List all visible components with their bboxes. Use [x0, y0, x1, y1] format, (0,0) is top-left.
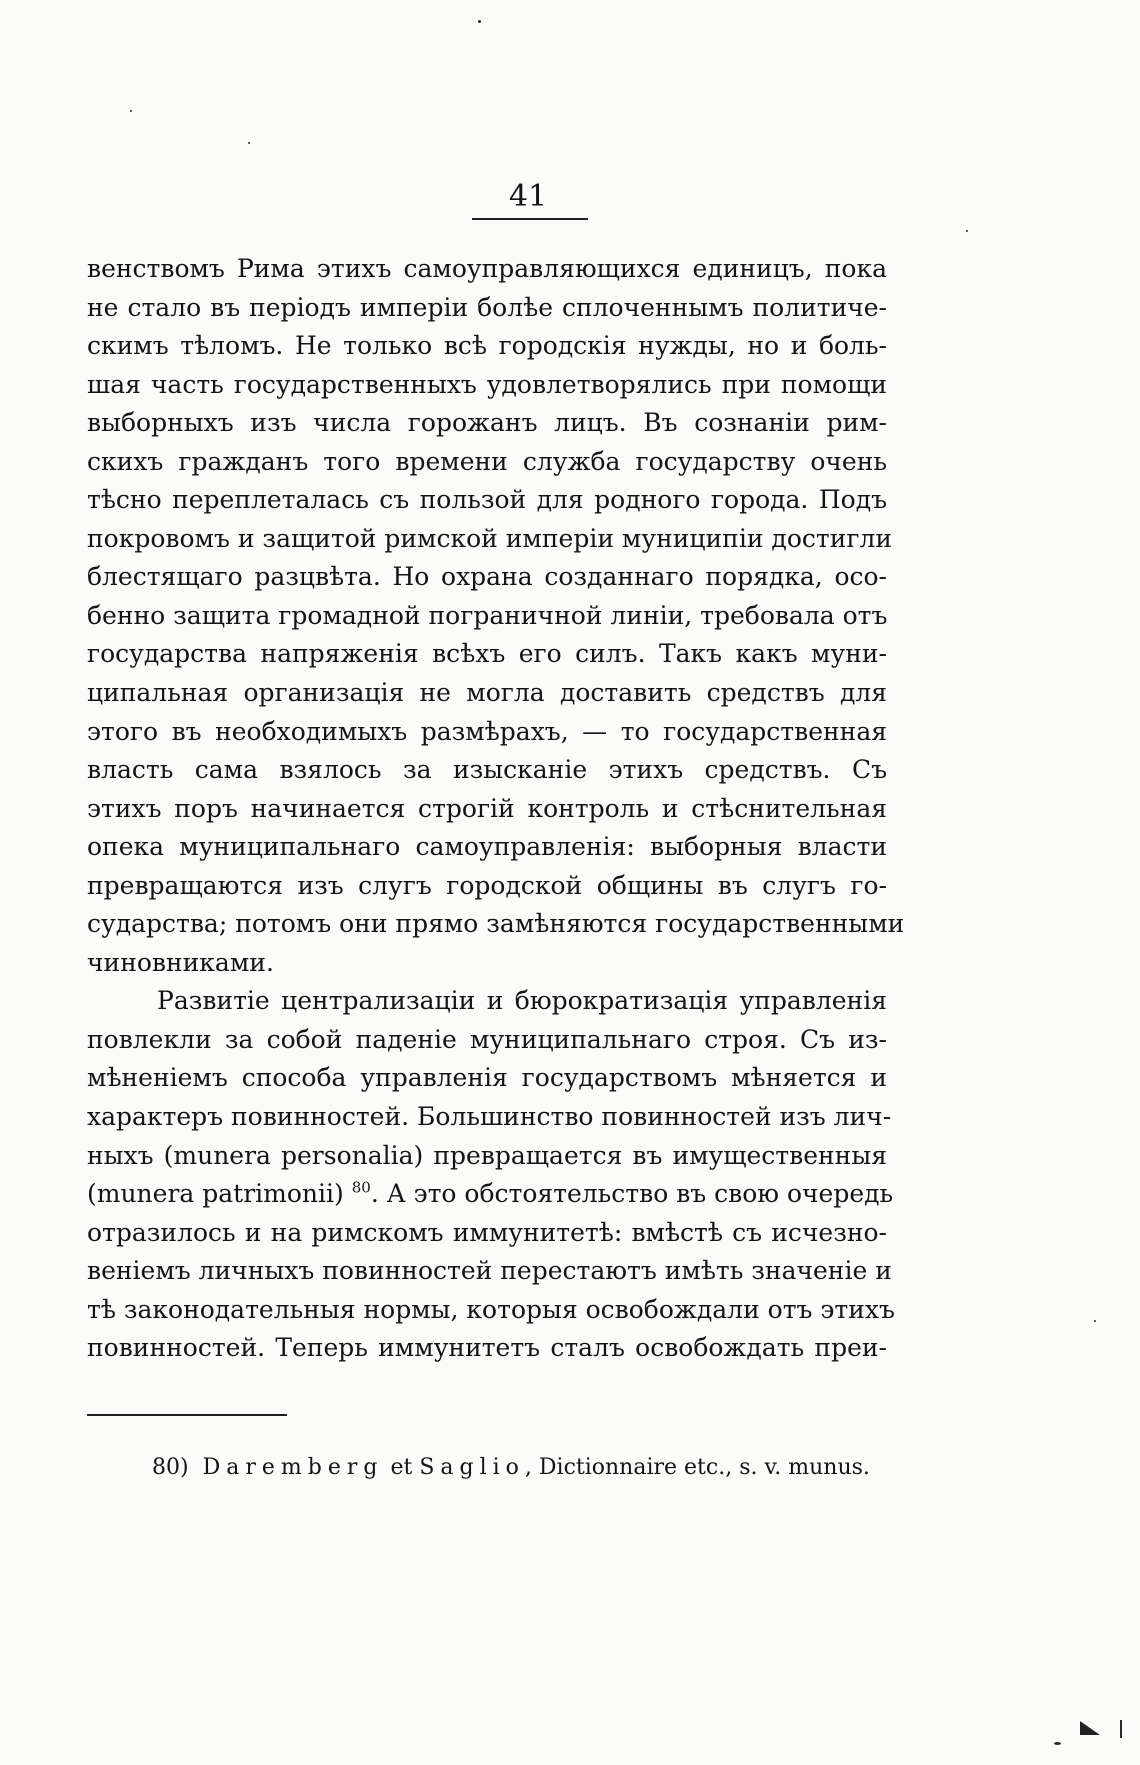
- text-line: государства напряженія всѣхъ его силъ. Такъ какъ муни-: [87, 639, 887, 669]
- footnote-conjunction: et: [390, 1455, 413, 1480]
- text-line: тѣсно переплеталась съ пользой для родного города. Подъ: [87, 485, 887, 515]
- text-line: скимъ тѣломъ. Не только всѣ городскія нужды, но и боль-: [87, 331, 887, 361]
- page-corner-mark: [1080, 1721, 1100, 1735]
- text-line: повлекли за собой паденіе муниципальнаго строя. Съ из-: [87, 1024, 887, 1054]
- text-line: венствомъ Рима этихъ самоуправляющихся единицъ, пока: [87, 254, 887, 283]
- text-line: шая часть государственныхъ удовлетворялись при помощи: [87, 369, 887, 399]
- text-line: этихъ поръ начинается строгій контроль и стѣснительная: [87, 793, 887, 823]
- page-number-rule: [472, 218, 588, 220]
- text-line: этого въ необходимыхъ размѣрахъ, — то государственная: [87, 716, 887, 746]
- text-line: Развитіе централизаціи и бюрократизація управленія: [157, 986, 887, 1016]
- text-line: повинностей. Теперь иммунитетъ сталъ освобождать преи-: [87, 1333, 887, 1363]
- text-line: отразилось и на римскомъ иммунитетѣ: вмѣстѣ съ исчезно-: [87, 1217, 887, 1247]
- text-line: бенно защита громадной пограничной линіи, требовала отъ: [87, 600, 888, 630]
- text-line: блестящаго разцвѣта. Но охрана созданнаго порядка, осо-: [87, 562, 887, 592]
- text-line: тѣ законодательныя нормы, которыя освобождали отъ этихъ: [87, 1294, 895, 1324]
- text-line: чиновниками.: [87, 947, 274, 977]
- text-line: мѣненіемъ способа управленія государствомъ мѣняется и: [87, 1063, 887, 1093]
- body-text: [87, 250, 905, 1368]
- text-line: ципальная организація не могла доставить средствъ для: [87, 678, 887, 708]
- paragraph-1: [87, 250, 905, 982]
- text-line: сударства; потомъ они прямо замѣняются государственными: [87, 909, 905, 939]
- footnote-author: Daremberg: [202, 1455, 384, 1480]
- text-line-with-footnote: [87, 1175, 894, 1214]
- text-line: опека муниципальнаго самоуправленія: выборныя власти: [87, 832, 887, 862]
- text-line: веніемъ личныхъ повинностей перестаютъ имѣть значеніе и: [87, 1256, 892, 1286]
- text-fragment: . А это обстоятельство въ свою очередь: [370, 1179, 894, 1209]
- text-line: скихъ гражданъ того времени служба государству очень: [87, 446, 887, 476]
- footnote-divider: [87, 1414, 287, 1416]
- paragraph-2: [87, 982, 895, 1367]
- footnote-reference[interactable]: 80: [351, 1178, 371, 1197]
- text-line: выборныхъ изъ числа горожанъ лицъ. Въ сознаніи рим-: [87, 408, 887, 438]
- text-line: покровомъ и защитой римской имперіи муниципіи достигли: [87, 523, 893, 553]
- text-line: ныхъ (munera personalia) превращается въ имущественныя: [87, 1140, 887, 1170]
- text-fragment: (munera patrimonii): [87, 1179, 344, 1209]
- text-line: власть сама взялось за изысканіе этихъ средствъ. Съ: [87, 755, 887, 785]
- page-number: 41: [508, 179, 548, 214]
- footnote-80: [152, 1453, 892, 1483]
- footnote-author: Saglio: [419, 1455, 525, 1480]
- footnote-title: , Dictionnaire etc., s. v. munus.: [524, 1455, 870, 1480]
- text-line: характеръ повинностей. Большинство повинностей изъ лич-: [87, 1102, 892, 1132]
- footnote-number: 80): [152, 1455, 189, 1480]
- text-line: не стало въ періодъ имперіи болѣе сплоченнымъ политиче-: [87, 292, 887, 322]
- text-line: превращаются изъ слугъ городской общины въ слугъ го-: [87, 870, 887, 900]
